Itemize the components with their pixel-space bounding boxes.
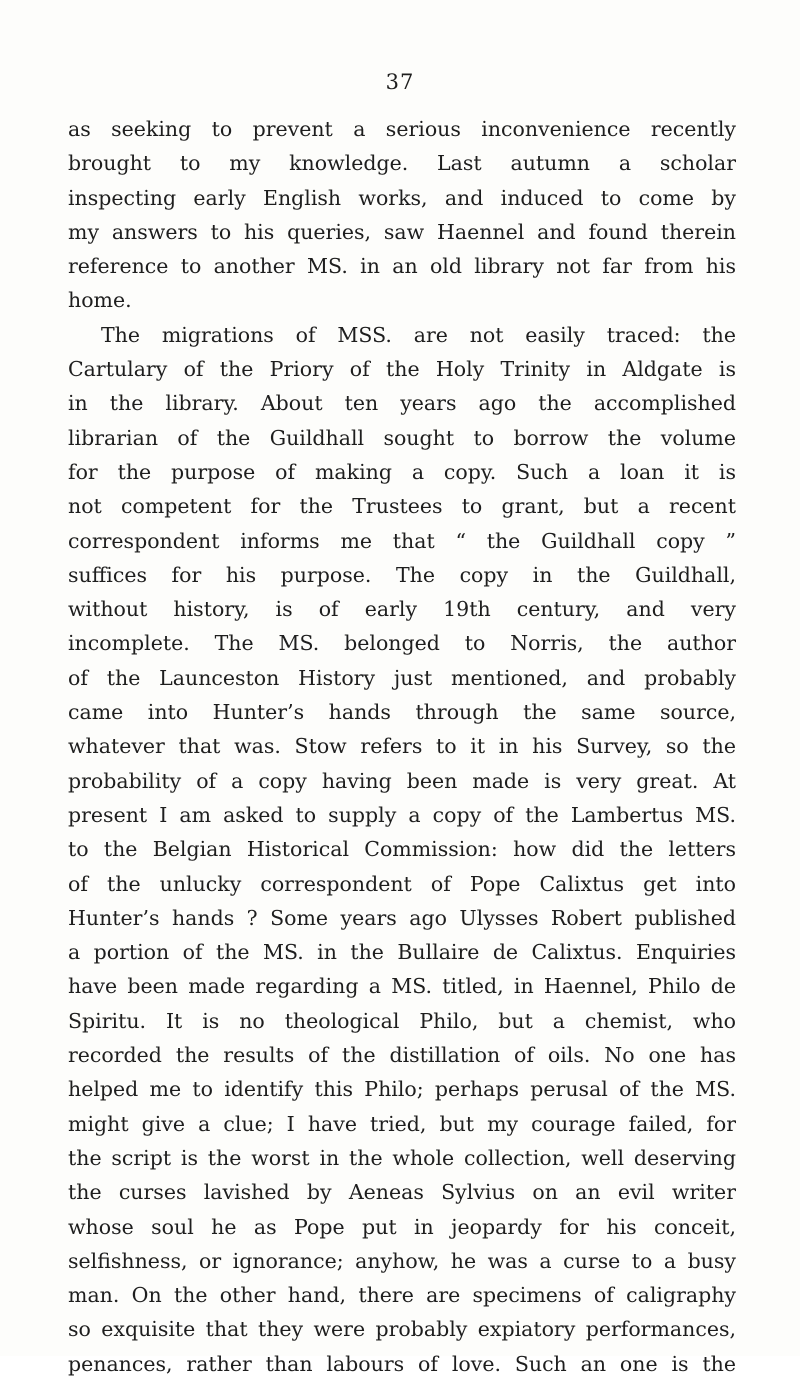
text-line: selfishness, or ignorance; anyhow, he was a curse to a busy — [68, 1248, 736, 1273]
text-line: home. — [68, 288, 132, 313]
text-line: whatever that was. Stow refers to it in his Survey, so the — [68, 734, 736, 759]
text-line: of the Launceston History just mentioned, and probably — [68, 665, 736, 690]
text-line: for the purpose of making a copy. Such a loan it is — [68, 459, 736, 484]
text-line: whose soul he as Pope put in jeopardy for his conceit, — [68, 1214, 736, 1239]
body-text — [68, 112, 736, 1381]
text-line: penances, rather than labours of love. Such an one is the — [68, 1351, 736, 1376]
text-line: present I am asked to supply a copy of the Lambertus MS. — [68, 802, 736, 827]
text-line: probability of a copy having been made is very great. At — [68, 768, 736, 793]
text-line: to the Belgian Historical Commission: how did the letters — [68, 837, 736, 862]
text-line: might give a clue; I have tried, but my courage failed, for — [68, 1111, 736, 1136]
text-line: reference to another MS. in an old library not far from his — [68, 254, 736, 279]
text-line: of the unlucky correspondent of Pope Calixtus get into — [68, 871, 736, 896]
text-line: Spiritu. It is no theological Philo, but a chemist, who — [68, 1008, 736, 1033]
text-line: incomplete. The MS. belonged to Norris, the author — [68, 631, 736, 656]
text-line: Hunter’s hands ? Some years ago Ulysses Robert published — [68, 905, 736, 930]
text-line: my answers to his queries, saw Haennel and found therein — [68, 219, 736, 244]
page-number: 37 — [385, 70, 415, 94]
text-line: helped me to identify this Philo; perhaps perusal of the MS. — [68, 1077, 736, 1102]
text-line: in the library. About ten years ago the accomplished — [68, 391, 736, 416]
text-line: suffices for his purpose. The copy in the Guildhall, — [68, 562, 736, 587]
text-line: a portion of the MS. in the Bullaire de Calixtus. Enquiries — [68, 940, 736, 965]
text-line: the curses lavished by Aeneas Sylvius on an evil writer — [68, 1180, 736, 1205]
text-line: as seeking to prevent a serious inconvenience recently — [68, 117, 736, 141]
text-line: inspecting early English works, and induced to come by — [68, 185, 736, 210]
text-line: have been made regarding a MS. titled, in Haennel, Philo de — [68, 974, 736, 999]
text-line: librarian of the Guildhall sought to borrow the volume — [68, 425, 736, 450]
text-line: The migrations of MSS. are not easily traced: the — [101, 322, 736, 347]
text-line: brought to my knowledge. Last autumn a scholar — [68, 151, 736, 176]
text-line: Cartulary of the Priory of the Holy Trinity in Aldgate is — [68, 357, 736, 382]
text-line: recorded the results of the distillation of oils. No one has — [68, 1043, 736, 1068]
text-line: correspondent informs me that “ the Guildhall copy ” — [68, 528, 736, 553]
text-line: man. On the other hand, there are specimens of caligraphy — [68, 1283, 736, 1308]
text-line: the script is the worst in the whole collection, well deserving — [68, 1145, 736, 1170]
text-line: so exquisite that they were probably expiatory performances, — [68, 1317, 736, 1342]
text-line: came into Hunter’s hands through the same source, — [68, 700, 736, 725]
text-line: without history, is of early 19th century, and very — [68, 597, 736, 622]
text-line: not competent for the Trustees to grant, but a recent — [68, 494, 736, 519]
